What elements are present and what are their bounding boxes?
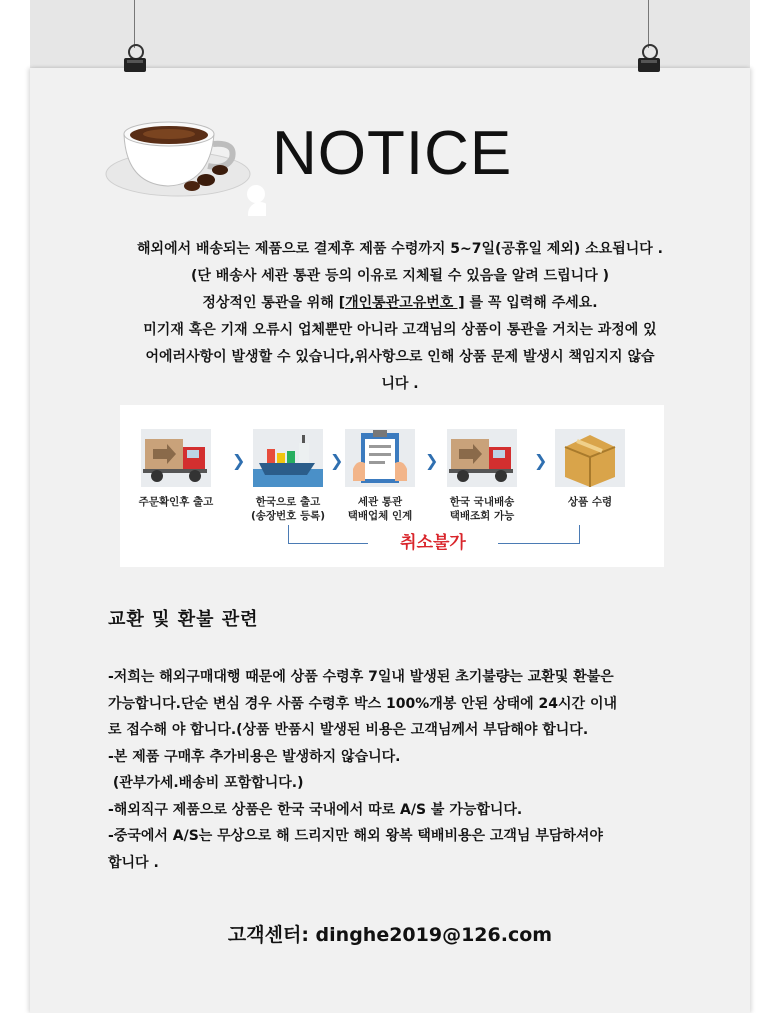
intro-line	[80, 290, 720, 317]
intro-line: 해외에서 배송되는 제품으로 결제후 제품 수령까지 5~7일(공휴일 제외) 소요됩니다 .	[137, 241, 663, 257]
hanging-wire-left	[134, 0, 135, 48]
coffee-cup-icon	[96, 96, 266, 216]
process-step-label: 상품 수령	[567, 496, 613, 508]
chevron-right-icon: ❯	[330, 451, 344, 470]
exchange-refund-heading: 교환 및 환불 관련	[108, 609, 259, 630]
truck-icon	[141, 429, 211, 487]
customer-center-contact: 고객센터: dinghe2019@126.com	[227, 924, 553, 946]
customs-id-highlight: 개인통관고유번호 ]	[345, 295, 465, 311]
policy-line: -중국에서 A/S는 무상으로 해 드리지만 해외 왕복 택배비용은 고객님 부담하셔야	[108, 828, 603, 844]
ship-icon	[253, 429, 323, 487]
process-step-label: 세관 통관 택배업체 인계	[347, 496, 413, 522]
process-step-label: 주문확인후 출고	[138, 496, 214, 508]
policy-line: -저희는 해외구매대행 때문에 상품 수령후 7일내 발생된 초기불량는 교환및 환불은	[108, 669, 614, 685]
shipping-notice-text	[80, 236, 720, 398]
binder-clip-icon	[638, 44, 660, 74]
policy-line: 합니다 .	[108, 854, 159, 871]
exchange-refund-policy	[108, 664, 718, 876]
policy-line: 로 접수해 야 합니다.(상품 반품시 발생된 비용은 고객님께서 부담해야 합니다.	[108, 722, 589, 738]
process-step-label: 한국 국내배송 택배조회 가능	[449, 496, 515, 522]
notice-title: NOTICE	[272, 119, 513, 188]
intro-line: 니다 .	[381, 376, 419, 392]
intro-line-post: 를 꼭 입력해 주세요.	[464, 295, 598, 311]
hanging-wire-right	[648, 0, 649, 48]
chevron-right-icon: ❯	[232, 451, 246, 470]
policy-line: -해외직구 제품으로 상품은 한국 국내에서 따로 A/S 불 가능합니다.	[108, 801, 523, 818]
clipboard-icon	[345, 429, 415, 487]
process-step	[126, 429, 226, 509]
process-step	[540, 429, 640, 509]
process-step	[330, 429, 430, 523]
intro-line: 미기재 혹은 기재 오류시 업체뿐만 아니라 고객님의 상품이 통관을 거치는 과정에 있	[143, 322, 657, 338]
intro-line: 어에러사항이 발생할 수 있습니다,위사항으로 인해 상품 문제 발생시 책임지지 않습	[145, 349, 655, 365]
truck-icon	[447, 429, 517, 487]
chevron-right-icon: ❯	[534, 451, 548, 470]
process-step	[238, 429, 338, 523]
process-step-label: 한국으로 출고 (송장번호 등록)	[250, 496, 326, 522]
shipping-process-diagram	[120, 405, 664, 567]
binder-clip-icon	[124, 44, 146, 74]
policy-line: (관부가세.배송비 포함합니다.)	[108, 775, 304, 791]
chevron-right-icon: ❯	[425, 451, 439, 470]
policy-line: -본 제품 구매후 추가비용은 발생하지 않습니다.	[108, 748, 401, 765]
cancel-not-allowed-label: 취소불가	[368, 528, 498, 553]
box-icon	[555, 429, 625, 487]
intro-line-pre: 정상적인 통관을 위해 [	[202, 295, 346, 311]
policy-line: 가능합니다.단순 변심 경우 사품 수령후 박스 100%개봉 안된 상태에 24시간 이내	[108, 695, 617, 712]
process-step	[432, 429, 532, 523]
intro-line: (단 배송사 세관 통관 등의 이유로 지체될 수 있음을 알려 드립니다 )	[190, 268, 610, 284]
